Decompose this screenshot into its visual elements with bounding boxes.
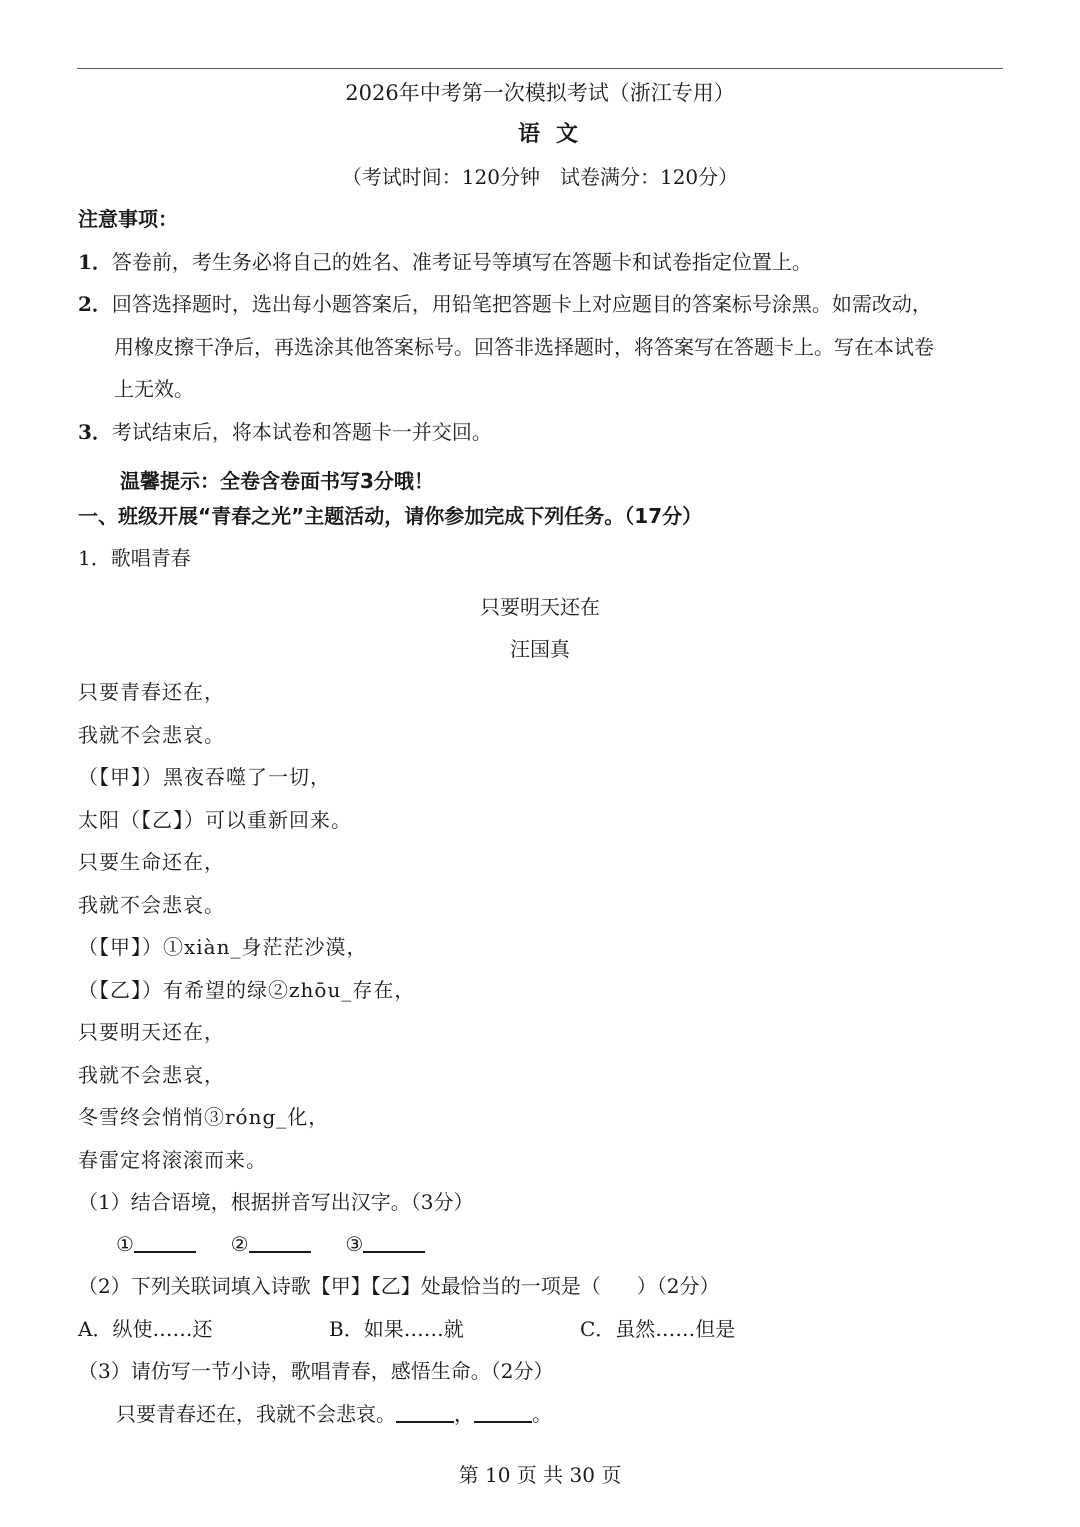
notice-item-text: 答卷前，考生务必将自己的姓名、准考证号等填写在答题卡和试卷指定位置上。 <box>111 250 812 274</box>
answer-period: 。 <box>532 1402 552 1426</box>
poem-line: 我就不会悲哀。 <box>78 723 225 747</box>
poem-line: 春雷定将滚滚而来。 <box>78 1148 267 1172</box>
poem-author: 汪国真 <box>510 637 570 661</box>
task-label: 1．歌唱青春 <box>78 546 191 570</box>
notice-item-2-line3: 上无效。 <box>114 377 194 401</box>
answer-blank[interactable] <box>474 1403 532 1423</box>
answer-blank[interactable] <box>363 1233 425 1253</box>
section-heading: 一、班级开展“青春之光”主题活动，请你参加完成下列任务。（17分） <box>78 504 703 528</box>
answer-blank[interactable] <box>249 1233 311 1253</box>
question-2 <box>78 1273 719 1299</box>
notice-item-number: 2． <box>78 292 112 316</box>
notice-item-2 <box>78 291 932 317</box>
blank-marker: ② <box>230 1232 249 1256</box>
blank-marker: ③ <box>345 1232 364 1256</box>
poem-line: 我就不会悲哀， <box>78 1063 225 1087</box>
notice-item-text: 回答选择题时，选出每小题答案后，用铅笔把答题卡上对应题目的答案标号涂黑。如需改动， <box>111 292 932 316</box>
poem-line: 我就不会悲哀。 <box>78 893 225 917</box>
header-rule <box>77 68 1003 69</box>
answer-prefix: 只要青春还在，我就不会悲哀。 <box>116 1402 396 1426</box>
poem-line: 冬雪终会悄悄③róng_化， <box>78 1105 330 1129</box>
notice-item-text: 考试结束后，将本试卷和答题卡一并交回。 <box>111 420 492 444</box>
answer-blank[interactable] <box>134 1233 196 1253</box>
question-3-answer-row <box>116 1401 552 1427</box>
notice-item-2-line2: 用橡皮擦干净后，再选涂其他答案标号。回答非选择题时，将答案写在答题卡上。写在本试卷 <box>114 335 934 359</box>
question-1: （1）结合语境，根据拼音写出汉字。（3分） <box>78 1190 474 1214</box>
answer-comma: ， <box>454 1402 474 1426</box>
exam-info: （考试时间：120分钟 试卷满分：120分） <box>341 165 739 189</box>
poem-title: 只要明天还在 <box>480 595 600 619</box>
poem-line: 太阳（【乙】）可以重新回来。 <box>78 808 352 832</box>
notice-item-1 <box>78 249 812 275</box>
exam-title: 2026年中考第一次模拟考试（浙江专用） <box>345 81 735 105</box>
notice-item-number: 3． <box>78 420 112 444</box>
notice-item-3 <box>78 419 492 445</box>
question-2-text: （2）下列关联词填入诗歌【甲】【乙】处最恰当的一项是（ <box>78 1274 601 1298</box>
answer-blanks-row <box>116 1231 425 1257</box>
subject-title: 语文 <box>517 121 594 147</box>
option-c[interactable]: C．虽然……但是 <box>580 1317 736 1341</box>
poem-line: 只要生命还在， <box>78 850 225 874</box>
poem-line: （【乙】）有希望的绿②zhōu_存在， <box>78 978 416 1002</box>
question-2-score: ）（2分） <box>636 1274 720 1298</box>
page-number: 第 10 页 共 30 页 <box>458 1463 622 1487</box>
notice-item-number: 1． <box>78 250 112 274</box>
answer-blank[interactable] <box>396 1403 454 1423</box>
writing-tip: 温馨提示：全卷含卷面书写3分哦！ <box>120 469 434 493</box>
notice-heading: 注意事项： <box>78 207 178 231</box>
option-a[interactable]: A．纵使……还 <box>78 1317 213 1341</box>
poem-line: 只要青春还在， <box>78 680 225 704</box>
option-b[interactable]: B．如果……就 <box>329 1317 464 1341</box>
poem-line: （【甲】）黑夜吞噬了一切， <box>78 765 331 789</box>
question-3: （3）请仿写一节小诗，歌唱青春，感悟生命。（2分） <box>78 1359 554 1383</box>
poem-line: 只要明天还在， <box>78 1020 225 1044</box>
poem-line: （【甲】）①xiàn_身茫茫沙漠， <box>78 935 368 959</box>
blank-marker: ① <box>116 1232 134 1256</box>
